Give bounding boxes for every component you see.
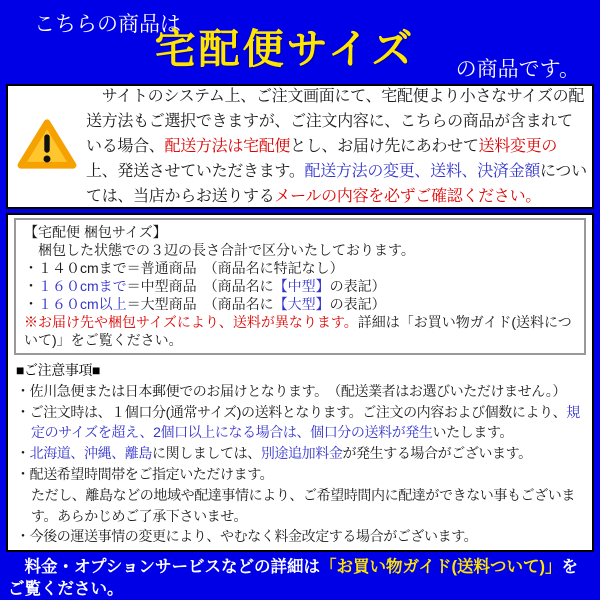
text-segment: 配送方法は宅配便 <box>164 138 291 155</box>
text-segment: メールの内容を必ずご確認ください。 <box>274 188 541 205</box>
warning-text <box>86 84 588 209</box>
packing-size-heading: 【宅配便 梱包サイズ】 <box>24 224 167 240</box>
text-segment: 【大型】 <box>273 296 330 312</box>
text-segment: １６０cm以上 <box>38 296 127 312</box>
footer-line <box>8 578 592 600</box>
shipping-fee-note <box>24 313 576 349</box>
warning-triangle-icon <box>16 116 78 177</box>
text-segment: ・ <box>24 296 38 312</box>
text-segment: 別途追加料金 <box>260 445 343 462</box>
notes-heading: ■ご注意事項■ <box>16 362 101 378</box>
shipping-size-title: 宅配便サイズ <box>154 26 416 72</box>
text-segment: ・配送希望時間帯をご指定いただけます。 <box>16 465 274 482</box>
text-segment: 北海道、沖縄、離島 <box>29 445 153 462</box>
text-segment: 「お買い物ガイド(送料ついて)」 <box>320 558 562 576</box>
text-segment: が発生する場合がございます。 <box>342 445 532 462</box>
text-segment: ・ご注文時は、１個口分(通常サイズ)の送料となります。ご注文の内容および個数により、 <box>16 403 567 420</box>
warning-icon-area <box>8 116 86 177</box>
text-segment: ・今後の運送事情の変更により、やむなく料金改定する場合がございます。 <box>16 528 478 545</box>
text-segment: の表記） <box>329 278 386 294</box>
text-segment: サイトのシステム上、ご注文画面にて、宅配便より小さなサイズの配送方法もご選択できますが、ご注文内容に、こちらの商品が含まれている場合、 <box>86 88 585 155</box>
text-segment: 送料変更の <box>478 138 558 155</box>
text-segment: を <box>561 558 579 576</box>
text-segment: ＝大型商品 （商品名に <box>126 296 274 312</box>
text-segment: 規定のサイズを超え、2個口以上になる場合は、個口分の送料が発生 <box>31 403 580 441</box>
text-segment: に関しましては、 <box>152 445 261 462</box>
shipping-info-box <box>6 213 594 552</box>
packing-size-row <box>24 259 576 277</box>
text-segment: ・佐川急便または日本郵便でのお届けとなります。 （配送業者はお選びいただけません。） <box>16 382 566 399</box>
text-segment: の表記） <box>329 296 386 312</box>
note-item-continuation <box>16 485 584 527</box>
footer-line <box>8 556 592 578</box>
note-item <box>16 443 584 464</box>
packing-size-box <box>14 218 586 355</box>
warning-notice-box <box>6 84 594 209</box>
text-segment: 配送方法の変更、送料、決済金額 <box>304 163 541 180</box>
text-segment: いたします。 <box>432 424 513 441</box>
note-item <box>16 381 584 402</box>
product-lead-text: こちらの商品は <box>34 13 181 36</box>
text-segment: 【中型】 <box>273 278 330 294</box>
packing-size-row <box>24 295 576 313</box>
text-segment: ご覧ください。 <box>8 580 124 598</box>
notes-section <box>12 355 588 547</box>
text-segment: 上、発送させていただきます。 <box>86 163 305 180</box>
text-segment: ※お届け先や梱包サイズにより、送料が異なります。 <box>24 314 358 330</box>
packing-size-intro: 梱包した状態での３辺の長さ合計で区分いたしております。 <box>24 242 415 258</box>
text-segment: とし、お届け先にあわせて <box>290 138 479 155</box>
note-item <box>16 526 584 547</box>
packing-size-row <box>24 277 576 295</box>
footer-banner <box>0 552 600 600</box>
note-item <box>16 464 584 485</box>
note-item <box>16 402 584 444</box>
header-banner <box>0 0 600 84</box>
text-segment: １６０cmまで <box>38 278 127 294</box>
text-segment: 詳細は「お買い物ガイド(送料について)」をご覧ください。 <box>24 314 572 348</box>
text-segment: ＝中型商品 （商品名に <box>126 278 274 294</box>
text-segment: 料金・オプションサービスなどの詳細は <box>8 558 321 576</box>
product-trail-text: の商品です。 <box>455 58 580 81</box>
text-segment: ・１４０cmまで＝普通商品 （商品名に特記なし） <box>24 260 344 276</box>
text-segment: ・ <box>24 278 38 294</box>
text-segment: ただし、離島などの地域や配達事情により、ご希望時間内に配達ができない事もございます。あらかじめご了承下さいませ。 <box>31 486 575 524</box>
text-segment: については、当店からお送りする <box>86 163 587 205</box>
text-segment: ・ <box>16 445 30 462</box>
